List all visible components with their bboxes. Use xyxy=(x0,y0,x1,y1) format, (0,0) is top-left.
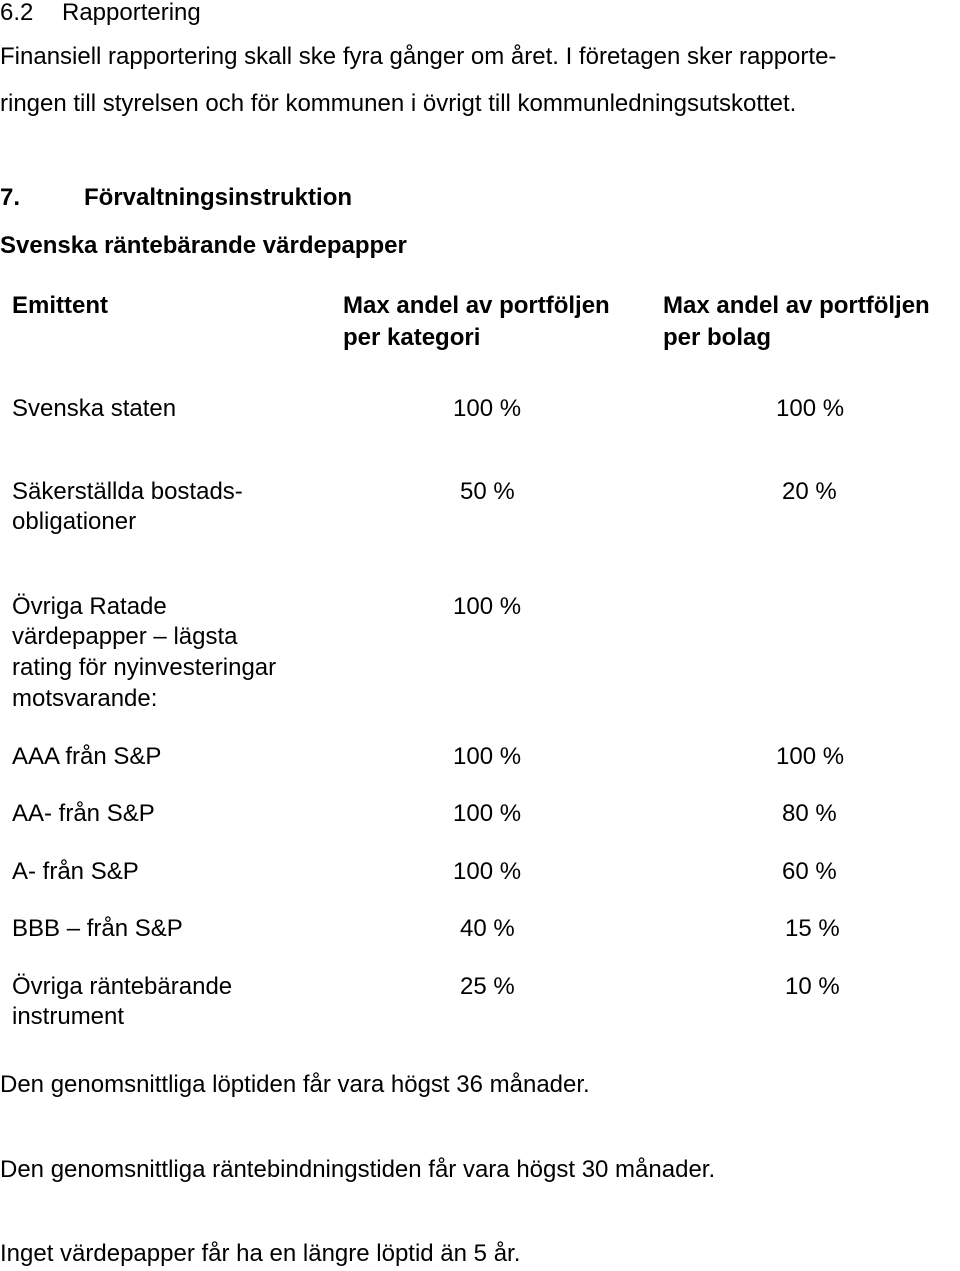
paragraph-line-1: Finansiell rapportering skall ske fyra gånger om året. I företagen sker rapporte- xyxy=(0,43,837,70)
header-per-bolag-line1: Max andel av portföljen xyxy=(663,292,930,319)
row-emittent: BBB – från S&P xyxy=(12,915,183,942)
row-emittent-cont: rating för nyinvesteringar xyxy=(12,654,277,681)
row-per-bolag: 15 % xyxy=(785,915,840,942)
row-emittent: Säkerställda bostads- xyxy=(12,478,243,505)
row-per-kategori: 100 % xyxy=(453,858,522,885)
section-title-forvaltningsinstruktion: Förvaltningsinstruktion xyxy=(84,184,353,211)
row-per-kategori: 100 % xyxy=(453,743,522,770)
header-emittent: Emittent xyxy=(12,292,108,319)
row-per-bolag: 20 % xyxy=(782,478,837,505)
section-number-7: 7. xyxy=(0,184,21,211)
row-emittent-cont: instrument xyxy=(12,1003,125,1030)
header-per-kategori-line2: per kategori xyxy=(343,324,481,351)
row-per-kategori: 40 % xyxy=(460,915,515,942)
section-subtitle: Svenska räntebärande värdepapper xyxy=(0,232,407,259)
row-emittent-cont: värdepapper – lägsta xyxy=(12,623,238,650)
note-loptid: Den genomsnittliga löptiden får vara högst 36 månader. xyxy=(0,1071,590,1098)
row-per-kategori: 50 % xyxy=(460,478,515,505)
row-per-bolag: 10 % xyxy=(785,973,840,1000)
row-per-kategori: 100 % xyxy=(453,593,522,620)
header-per-kategori-line1: Max andel av portföljen xyxy=(343,292,610,319)
row-per-bolag: 100 % xyxy=(776,743,845,770)
row-per-bolag: 60 % xyxy=(782,858,837,885)
note-rantebindning: Den genomsnittliga räntebindningstiden får vara högst 30 månader. xyxy=(0,1156,716,1183)
row-per-kategori: 100 % xyxy=(453,800,522,827)
row-emittent: Övriga Ratade xyxy=(12,593,167,620)
row-emittent: Svenska staten xyxy=(12,395,177,422)
row-emittent: AAA från S&P xyxy=(12,743,162,770)
note-max-loptid: Inget värdepapper får ha en längre löptid än 5 år. xyxy=(0,1240,521,1267)
row-emittent: AA- från S&P xyxy=(12,800,155,827)
row-emittent-cont: motsvarande: xyxy=(12,685,158,712)
paragraph-line-2: ringen till styrelsen och för kommunen i övrigt till kommunledningsutskottet. xyxy=(0,90,797,117)
row-emittent: A- från S&P xyxy=(12,858,139,885)
row-per-bolag: 100 % xyxy=(776,395,845,422)
row-emittent-cont: obligationer xyxy=(12,508,137,535)
section-title-rapportering: Rapportering xyxy=(62,0,201,26)
row-emittent: Övriga räntebärande xyxy=(12,973,233,1000)
row-per-kategori: 100 % xyxy=(453,395,522,422)
header-per-bolag-line2: per bolag xyxy=(663,324,772,351)
row-per-bolag: 80 % xyxy=(782,800,837,827)
section-number-6-2: 6.2 xyxy=(0,0,34,26)
row-per-kategori: 25 % xyxy=(460,973,515,1000)
